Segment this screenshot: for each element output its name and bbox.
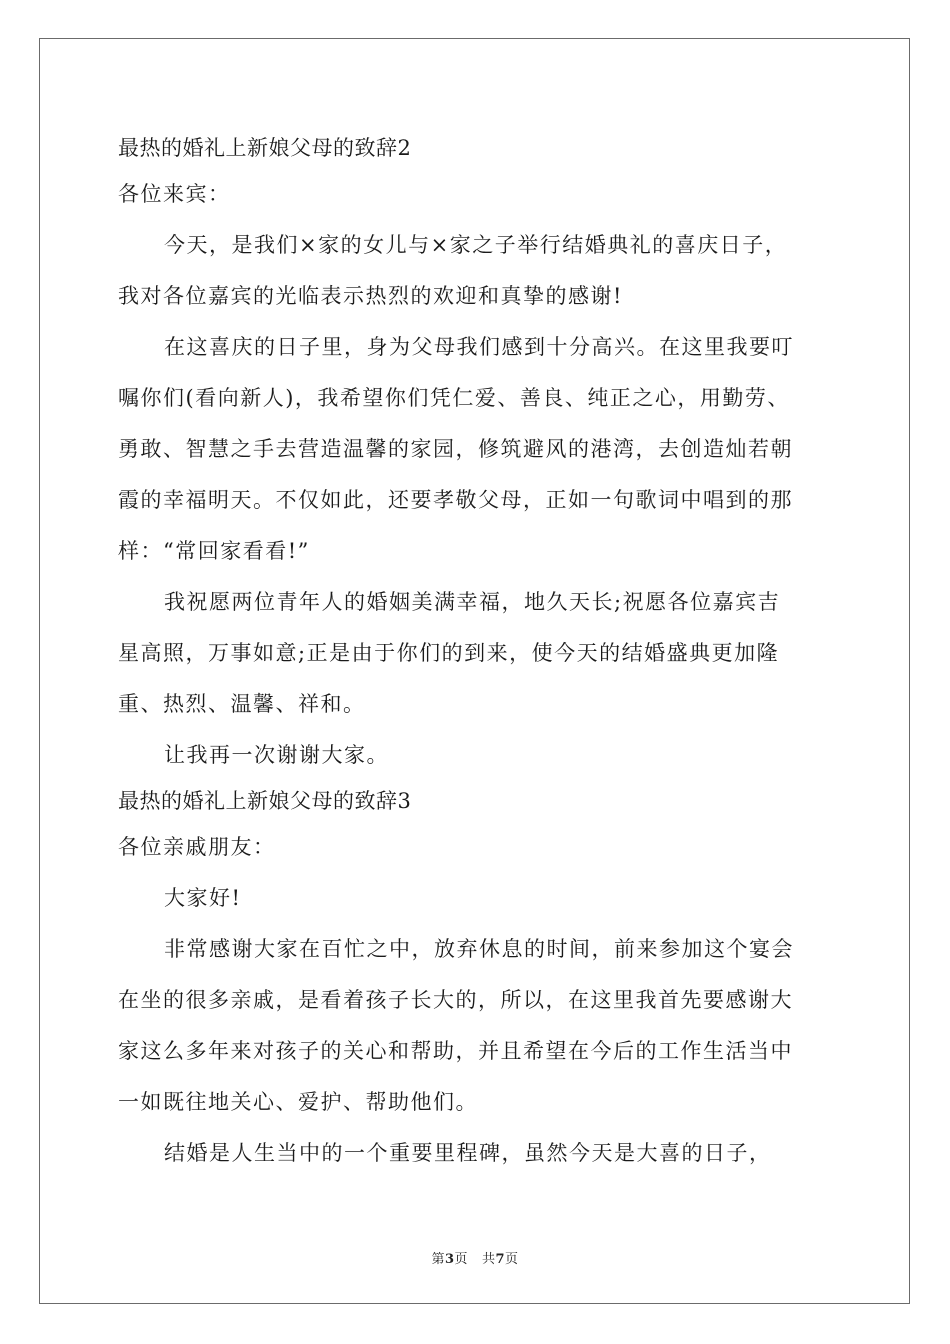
paragraph-line: 我祝愿两位青年人的婚姻美满幸福，地久天长;祝愿各位嘉宾吉: [164, 590, 781, 614]
paragraph-line: 重、热烈、温馨、祥和。: [118, 692, 366, 716]
section-title: 最热的婚礼上新娘父母的致辞3: [118, 789, 412, 813]
paragraph: [118, 220, 834, 322]
footer-middle: 页 共: [454, 1252, 496, 1267]
paragraph-line: 样：“常回家看看!”: [118, 539, 310, 563]
salutation: 各位来宾：: [118, 182, 231, 206]
paragraph-line: 嘱你们(看向新人)，我希望你们凭仁爱、善良、纯正之心，用勤劳、: [118, 386, 790, 410]
paragraph-line: 家这么多年来对孩子的关心和帮助，并且希望在今后的工作生活当中: [118, 1039, 793, 1063]
paragraph: [118, 730, 834, 781]
paragraph-line: 我对各位嘉宾的光临表示热烈的欢迎和真挚的感谢!: [118, 284, 623, 308]
paragraph: [118, 1128, 834, 1179]
paragraph: [118, 577, 834, 730]
total-pages: 7: [495, 1252, 505, 1267]
paragraph-line: 星高照，万事如意;正是由于你们的到来，使今天的结婚盛典更加隆: [118, 641, 780, 665]
paragraph-line: 霞的幸福明天。不仅如此，还要孝敬父母，正如一句歌词中唱到的那: [118, 488, 793, 512]
salutation: 各位亲戚朋友：: [118, 835, 276, 859]
paragraph-line: 今天，是我们×家的女儿与×家之子举行结婚典礼的喜庆日子，: [164, 233, 788, 257]
page-footer: [0, 1248, 950, 1267]
paragraph-line: 结婚是人生当中的一个重要里程碑，虽然今天是大喜的日子，: [164, 1141, 772, 1165]
paragraph-line: 让我再一次谢谢大家。: [164, 743, 389, 767]
paragraph-line: 在坐的很多亲戚，是看着孩子长大的，所以，在这里我首先要感谢大: [118, 988, 793, 1012]
paragraph-line: 大家好!: [164, 886, 242, 910]
paragraph-line: 一如既往地关心、爱护、帮助他们。: [118, 1090, 478, 1114]
paragraph: [118, 322, 834, 577]
paragraph: [118, 924, 834, 1128]
paragraph: [118, 873, 834, 924]
page-number: 3: [445, 1252, 455, 1267]
footer-prefix: 第: [431, 1252, 445, 1267]
paragraph-line: 非常感谢大家在百忙之中，放弃休息的时间，前来参加这个宴会: [164, 937, 794, 961]
paragraph-line: 在这喜庆的日子里，身为父母我们感到十分高兴。在这里我要叮: [164, 335, 794, 359]
document-body: [118, 128, 834, 1179]
paragraph-line: 勇敢、智慧之手去营造温馨的家园，修筑避风的港湾，去创造灿若朝: [118, 437, 793, 461]
section-title: 最热的婚礼上新娘父母的致辞2: [118, 136, 412, 160]
footer-suffix: 页: [505, 1252, 519, 1267]
